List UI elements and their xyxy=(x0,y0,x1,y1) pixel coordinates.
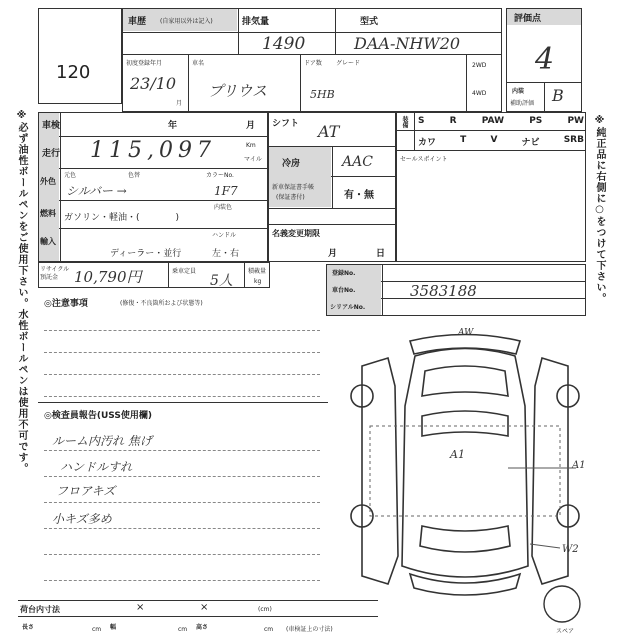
load-label: 積載量 xyxy=(248,268,267,275)
inspection-year: 年 xyxy=(168,121,178,131)
inspector-line-1: ルーム内汚れ 焦げ xyxy=(52,434,152,448)
original-color-value: シルバー → xyxy=(66,184,127,198)
km-label: Km xyxy=(246,142,256,149)
diagram-mark-a1-center: A1 xyxy=(450,448,465,461)
width-label: 幅 xyxy=(110,624,117,631)
interior-label: 内装 xyxy=(512,88,525,95)
chassis-no-label: 車台No. xyxy=(332,287,356,294)
import-label: 輸入 xyxy=(40,237,56,246)
displacement-label: 排気量 xyxy=(242,17,270,27)
manual-label: 新車保証書手帳 xyxy=(272,184,315,191)
cargo-label: 荷台内寸法 xyxy=(20,605,60,614)
caution-sub: (修復・不良箇所および状態等) xyxy=(120,300,203,307)
month-suffix: 月 xyxy=(176,100,183,107)
mileage-value: 115,097 xyxy=(90,138,216,163)
name-change-day: 日 xyxy=(376,249,386,259)
handle-value: 左・右 xyxy=(212,249,240,259)
score-label: 評価点 xyxy=(514,14,542,24)
interior-value: B xyxy=(552,86,564,105)
equip-srb: SRB xyxy=(563,135,584,145)
recycle-label: リサイクル預託金 xyxy=(40,266,70,281)
inspection-month: 月 xyxy=(246,121,256,131)
spare-label: スペア xyxy=(556,628,575,635)
recycle-frame xyxy=(38,262,270,288)
height-unit: cm xyxy=(264,626,274,633)
mile-label: マイル xyxy=(244,156,262,163)
equip-t: T xyxy=(460,135,467,145)
dealer-label: ディーラー・並行 xyxy=(110,249,182,259)
inspector-line-2: ハンドルすれ xyxy=(60,460,133,474)
ac-label: 冷房 xyxy=(282,159,301,169)
inspector-title: ◎検査員報告(USS使用欄) xyxy=(44,411,152,421)
mileage-label: 走行 xyxy=(42,149,61,159)
capacity-value: 5人 xyxy=(210,273,233,289)
inspector-line-4: 小キズ多め xyxy=(52,512,112,526)
displacement-value: 1490 xyxy=(262,34,306,54)
car-name-label: 車名 xyxy=(192,60,205,67)
diagram-mark-w2: W2 xyxy=(562,544,579,555)
name-change-month: 月 xyxy=(328,249,338,259)
reg-no-label: 登録No. xyxy=(332,270,356,277)
score-value: 4 xyxy=(535,42,555,77)
shift-label: シフト xyxy=(272,119,300,129)
model-sub: (自家用以外は記入) xyxy=(160,18,213,25)
equip-pw: PW xyxy=(567,116,584,126)
right-side-note: ※純正品に右側に○をつけて下さい。 xyxy=(594,115,605,304)
fuel-label: 燃料 xyxy=(40,209,56,218)
capacity-label: 乗車定員 xyxy=(172,268,197,275)
equip-ps: PS xyxy=(529,116,543,126)
inspection-label: 車検 xyxy=(42,121,61,131)
drive-2wd: 2WD xyxy=(472,62,487,69)
fuel-options: ガソリン・軽油・( ) xyxy=(64,213,180,223)
repaint-label: 色替 xyxy=(128,172,141,179)
sales-point-label: セールスポイント xyxy=(400,156,448,163)
cargo-unit: (cm) xyxy=(258,606,272,613)
interior-color-label: 内装色 xyxy=(214,204,233,211)
equipment-row-1 xyxy=(418,116,584,126)
cargo-cross-2: × xyxy=(200,602,209,613)
length-unit: cm xyxy=(92,626,102,633)
grade-value: 5HB xyxy=(310,88,335,101)
type-value: DAA-NHW20 xyxy=(354,34,461,53)
equip-r: R xyxy=(449,116,457,126)
recycle-value: 10,790円 xyxy=(74,268,142,286)
diagram-mark-a1-right: A1 xyxy=(572,460,586,471)
manual-value: 有・無 xyxy=(344,190,374,201)
cargo-cross-1: × xyxy=(136,602,145,613)
outer-color-label: 外色 xyxy=(40,177,56,186)
caution-title: ◎注意事項 xyxy=(44,299,88,309)
load-unit: kg xyxy=(254,278,262,285)
interior-sub: 補助評価 xyxy=(510,100,535,107)
serial-no-label: シリアルNo. xyxy=(330,304,366,311)
equip-kawa: カワ xyxy=(418,138,437,148)
color-no-value: 1F7 xyxy=(214,184,238,198)
bottom-note: (車検証上の寸法) xyxy=(286,626,333,633)
first-reg-label: 初度登録年月 xyxy=(126,60,163,67)
handle-label: ハンドル xyxy=(212,232,237,239)
spare-tire-icon xyxy=(540,582,584,626)
chassis-no-value: 3583188 xyxy=(410,282,477,300)
equipment-label: 装備 xyxy=(401,116,408,128)
first-reg-value: 23/10 xyxy=(130,74,177,93)
height-label: 高さ xyxy=(196,624,209,631)
type-label: 型式 xyxy=(360,17,379,27)
manual-sub: (保証書付) xyxy=(276,194,305,201)
inspector-line-3: フロアキズ xyxy=(56,484,116,498)
original-color-label: 元色 xyxy=(64,172,77,179)
equip-v: V xyxy=(490,135,498,145)
equip-navi: ナビ xyxy=(521,138,540,148)
doors-label: ドア数 xyxy=(304,60,322,67)
equip-s: S xyxy=(418,116,425,126)
color-no-label: カラーNo. xyxy=(206,172,234,179)
left-side-note: ※必ず油性ボールペンをご使用下さい。水性ボールペンは使用不可です。 xyxy=(16,110,27,474)
equip-paw: PAW xyxy=(481,116,505,126)
diagram-mark-aw: AW xyxy=(458,328,474,338)
grade-label: グレード xyxy=(336,60,361,67)
shift-value: AT xyxy=(318,122,340,141)
width-unit: cm xyxy=(178,626,188,633)
model-label: 車歴 xyxy=(128,17,147,27)
ac-value: AAC xyxy=(342,154,373,170)
name-change-label: 名義変更期限 xyxy=(272,229,320,238)
lot-number-box xyxy=(38,8,122,104)
equipment-row-2 xyxy=(418,135,584,148)
car-damage-diagram xyxy=(340,326,590,616)
car-name-value: プリウス xyxy=(208,82,267,100)
length-label: 長さ xyxy=(22,624,35,631)
lot-number: 120 xyxy=(56,62,91,83)
drive-4wd: 4WD xyxy=(472,90,487,97)
